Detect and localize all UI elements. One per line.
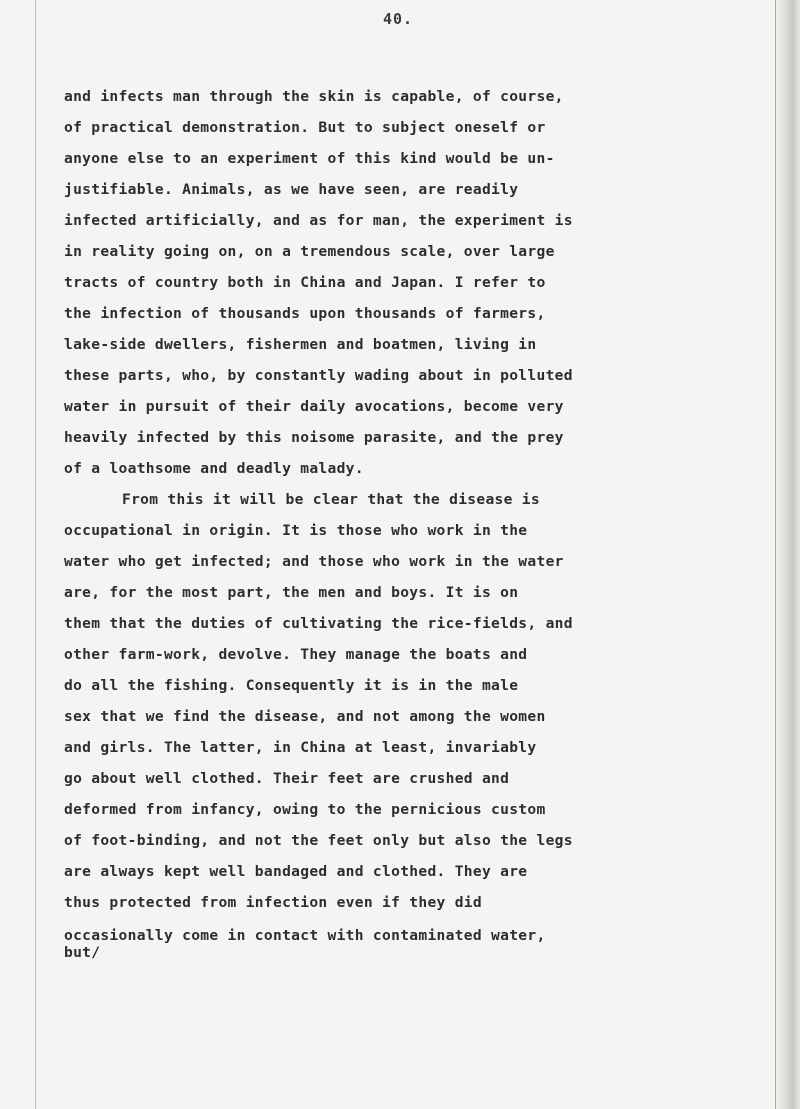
text-line: go about well clothed. Their feet are crushed and [64, 770, 510, 787]
text-line: the infection of thousands upon thousands of farmers, [64, 305, 546, 322]
text-line: but/ [64, 944, 101, 961]
text-line: are always kept well bandaged and clothed. They are [64, 863, 528, 880]
text-line: and infects man through the skin is capable, of course, [64, 88, 564, 105]
text-line: water in pursuit of their daily avocations, become very [64, 398, 564, 415]
text-line: in reality going on, on a tremendous scale, over large [64, 243, 555, 260]
text-line: do all the fishing. Consequently it is in the male [64, 677, 519, 694]
page-edge-shadow [776, 0, 800, 1109]
text-line: From this it will be clear that the disease is [122, 491, 540, 508]
text-line: deformed from infancy, owing to the pernicious custom [64, 801, 546, 818]
text-line: water who get infected; and those who work in the water [64, 553, 564, 570]
page-number: 40. [383, 10, 414, 28]
text-line: other farm-work, devolve. They manage the boats and [64, 646, 528, 663]
text-line: of a loathsome and deadly malady. [64, 460, 364, 477]
text-line: heavily infected by this noisome parasite, and the prey [64, 429, 564, 446]
left-margin-rule [35, 0, 36, 1109]
text-line: anyone else to an experiment of this kind would be un- [64, 150, 555, 167]
text-line: tracts of country both in China and Japan. I refer to [64, 274, 546, 291]
text-line: them that the duties of cultivating the rice-fields, and [64, 615, 573, 632]
text-line: occasionally come in contact with contaminated water, [64, 927, 546, 944]
text-line: lake-side dwellers, fishermen and boatmen, living in [64, 336, 537, 353]
text-line: thus protected from infection even if they did [64, 894, 482, 911]
text-line: and girls. The latter, in China at least, invariably [64, 739, 537, 756]
text-line: occupational in origin. It is those who work in the [64, 522, 528, 539]
text-line: justifiable. Animals, as we have seen, are readily [64, 181, 519, 198]
text-line: of practical demonstration. But to subject oneself or [64, 119, 546, 136]
text-line: sex that we find the disease, and not among the women [64, 708, 546, 725]
text-line: are, for the most part, the men and boys. It is on [64, 584, 519, 601]
text-line: of foot-binding, and not the feet only but also the legs [64, 832, 573, 849]
text-line: infected artificially, and as for man, the experiment is [64, 212, 573, 229]
text-line: these parts, who, by constantly wading about in polluted [64, 367, 573, 384]
